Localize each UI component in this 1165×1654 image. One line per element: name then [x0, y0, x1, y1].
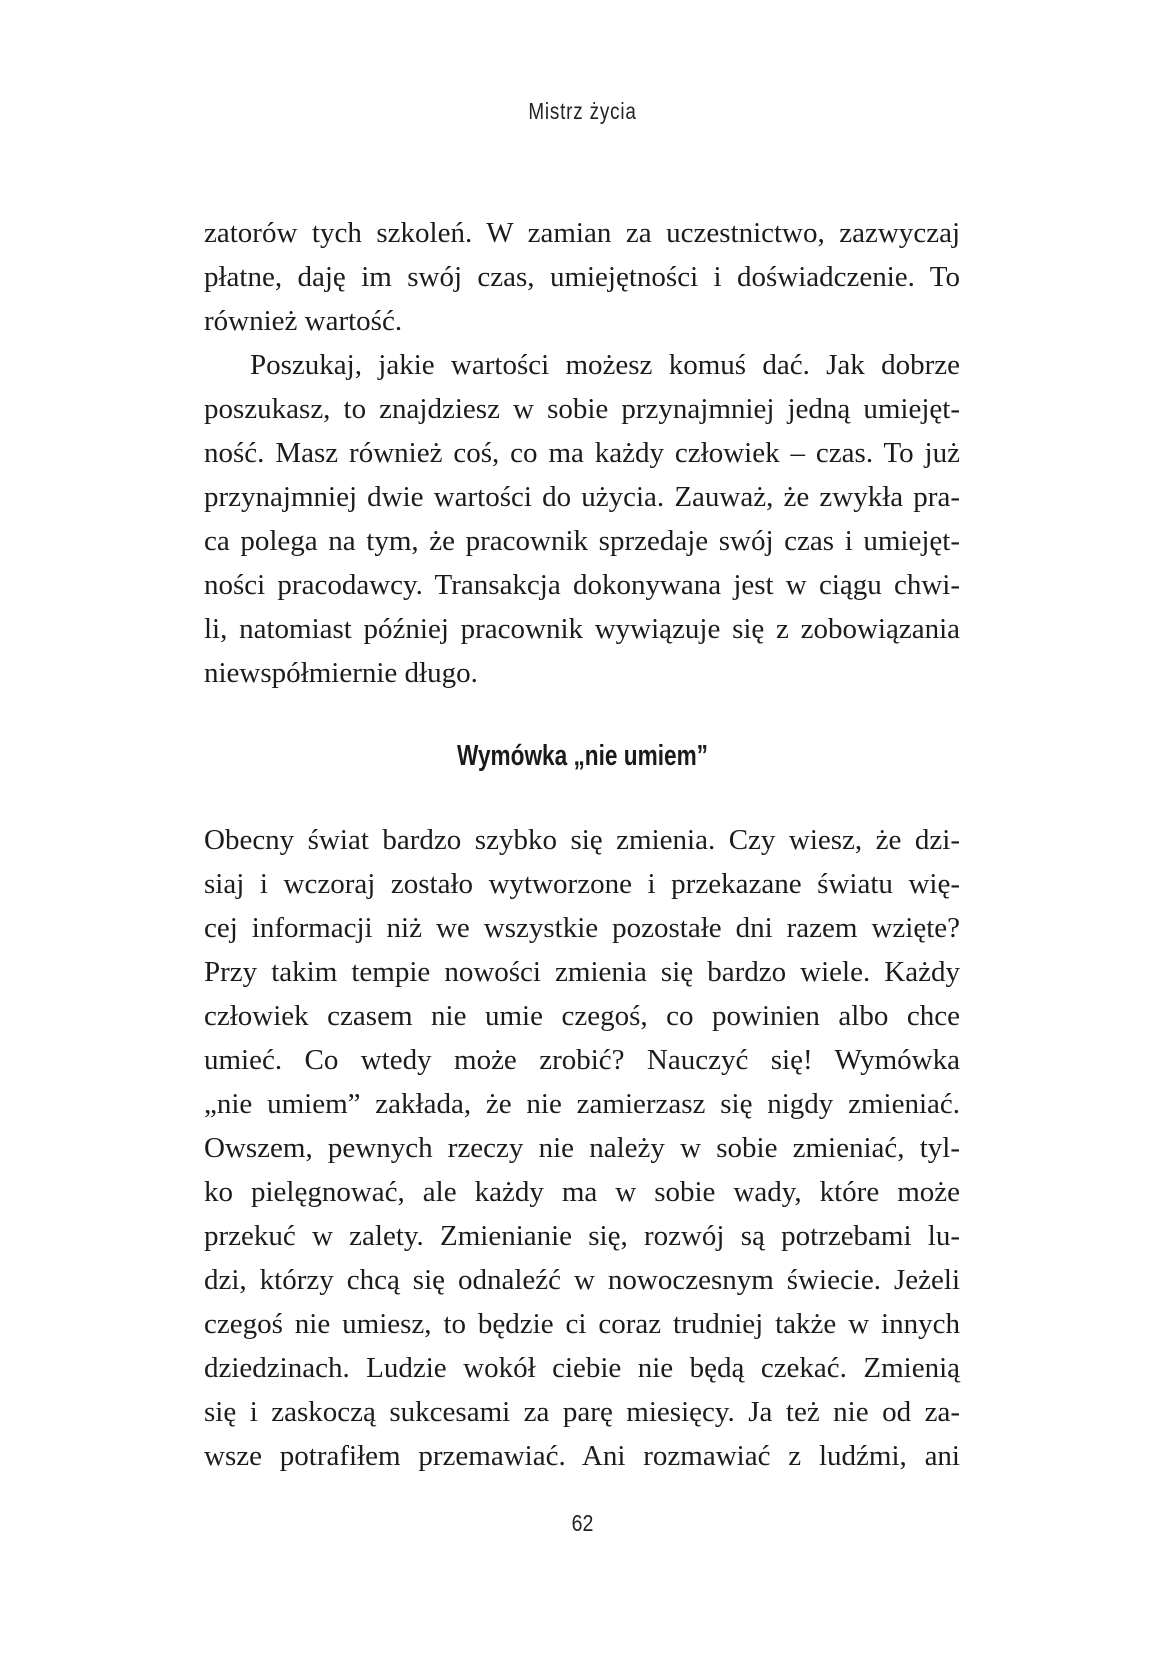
- text-line: czegoś nie umiesz, to będzie ci coraz trudniej także w innych: [204, 1308, 960, 1340]
- text-line: przynajmniej dwie wartości do użycia. Zauważ, że zwykła pra-: [204, 481, 960, 513]
- text-line: ności pracodawcy. Transakcja dokonywana jest w ciągu chwi-: [204, 569, 960, 601]
- text-line: cej informacji niż we wszystkie pozostałe dni razem wzięte?: [204, 912, 960, 944]
- text-line: poszukasz, to znajdziesz w sobie przynajmniej jedną umiejęt-: [204, 393, 960, 425]
- text-line: ność. Masz również coś, co ma każdy człowiek – czas. To już: [204, 437, 960, 469]
- text-line: siaj i wczoraj zostało wytworzone i przekazane światu wię-: [204, 868, 960, 900]
- text-line: człowiek czasem nie umie czegoś, co powinien albo chce: [204, 1000, 960, 1032]
- text-line: li, natomiast później pracownik wywiązuje się z zobowiązania: [204, 613, 960, 645]
- text-line: umieć. Co wtedy może zrobić? Nauczyć się! Wymówka: [204, 1044, 960, 1076]
- paragraph-3: [204, 818, 960, 1478]
- text-line: ko pielęgnować, ale każdy ma w sobie wady, które może: [204, 1176, 960, 1208]
- text-line: dziedzinach. Ludzie wokół ciebie nie będą czekać. Zmienią: [204, 1352, 960, 1384]
- paragraph-1: [204, 211, 960, 343]
- text-line: się i zaskoczą sukcesami za parę miesięcy. Ja też nie od za-: [204, 1396, 960, 1428]
- paragraph-2: [204, 343, 960, 695]
- text-line: Obecny świat bardzo szybko się zmienia. Czy wiesz, że dzi-: [204, 824, 960, 856]
- page-number: 62: [571, 1510, 594, 1536]
- text-line: Poszukaj, jakie wartości możesz komuś dać. Jak dobrze: [250, 349, 960, 381]
- text-line: dzi, którzy chcą się odnaleźć w nowoczesnym świecie. Jeżeli: [204, 1264, 960, 1296]
- text-line: Przy takim tempie nowości zmienia się bardzo wiele. Każdy: [204, 956, 960, 988]
- text-line: Owszem, pewnych rzeczy nie należy w sobie zmieniać, tyl-: [204, 1132, 960, 1164]
- text-line: również wartość.: [204, 305, 403, 337]
- text-line: ca polega na tym, że pracownik sprzedaje swój czas i umiejęt-: [204, 525, 960, 557]
- text-line: „nie umiem” zakłada, że nie zamierzasz się nigdy zmieniać.: [204, 1088, 960, 1120]
- section-heading: Wymówka „nie umiem”: [457, 740, 708, 772]
- text-line: płatne, daję im swój czas, umiejętności i doświadczenie. To: [204, 261, 960, 293]
- text-line: niewspółmiernie długo.: [204, 657, 478, 689]
- text-line: przekuć w zalety. Zmienianie się, rozwój są potrzebami lu-: [204, 1220, 960, 1252]
- running-header: Mistrz życia: [528, 98, 637, 124]
- text-line: wsze potrafiłem przemawiać. Ani rozmawiać z ludźmi, ani: [204, 1440, 960, 1472]
- text-line: zatorów tych szkoleń. W zamian za uczestnictwo, zazwyczaj: [204, 217, 960, 249]
